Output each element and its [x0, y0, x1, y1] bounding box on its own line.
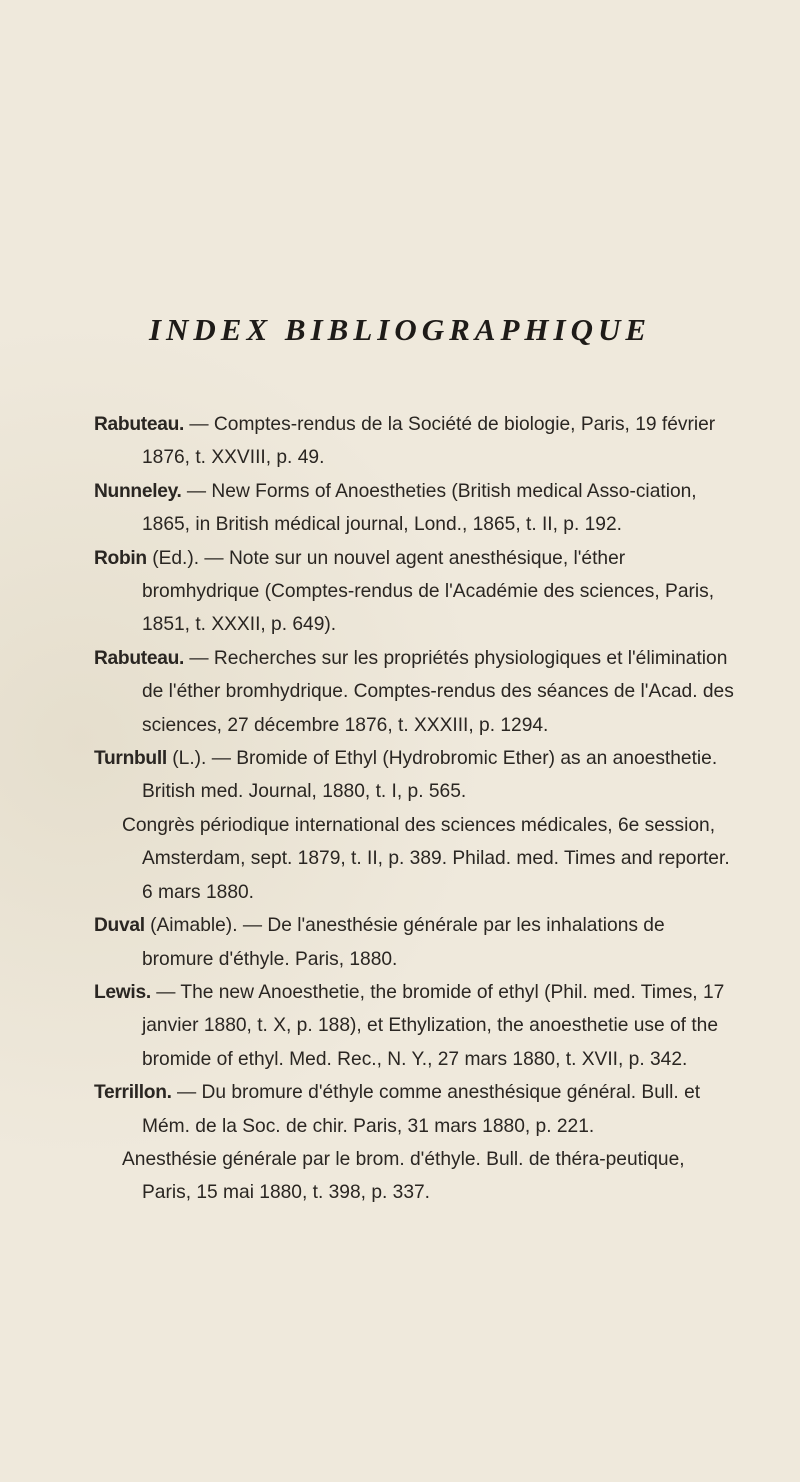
- entry-author: Robin: [94, 547, 147, 569]
- bibliography-entry: [94, 1143, 734, 1210]
- bibliography-entry: [94, 1076, 734, 1143]
- entry-text: Anesthésie générale par le brom. d'éthyle. Bull. de théra-peutique, Paris, 15 mai 1880, t. 398, p. 337.: [122, 1148, 685, 1204]
- entry-text: (L.). — Bromide of Ethyl (Hydrobromic Ether) as an anoesthetie. British med. Journal, 1880, t. I, p. 565.: [142, 748, 718, 803]
- entry-author: Duval: [94, 915, 145, 937]
- bibliography-entry: [94, 408, 734, 475]
- entry-text: — Comptes-rendus de la Société de biologie, Paris, 19 février 1876, t. XXVIII, p. 49.: [142, 414, 716, 469]
- entry-text: Congrès périodique international des sciences médicales, 6e session, Amsterdam, sept. 1879, t. II, p. 389. Philad. med. Times and reporter. 6 mars 1880.: [122, 814, 730, 903]
- bibliography-entry: [94, 809, 734, 909]
- entry-text: (Aimable). — De l'anesthésie générale par les inhalations de bromure d'éthyle. Paris, 1880.: [142, 915, 665, 970]
- entry-author: Terrillon.: [94, 1082, 172, 1104]
- bibliography-entry: [94, 542, 734, 642]
- page-title: INDEX BIBLIOGRAPHIQUE: [148, 312, 652, 347]
- entry-text: — Recherches sur les propriétés physiologiques et l'élimination de l'éther bromhydrique. Comptes-rendus des séances de l'Acad. des sciences, 27 décembre 1876, t. XXXIII, p. 1294.: [142, 647, 734, 736]
- bibliography-entry: [94, 742, 734, 809]
- entry-author: Turnbull: [94, 748, 167, 770]
- entry-text: — New Forms of Anoestheties (British medical Asso-ciation, 1865, in British médical journal, Lond., 1865, t. II, p. 192.: [142, 480, 697, 536]
- entry-text: — The new Anoesthetie, the bromide of ethyl (Phil. med. Times, 17 janvier 1880, t. X, p. 188), et Ethylization, the anoesthetie use of the bromide of ethyl. Med. Rec., N. Y., 27 mars 1880, t. XVII, p. 342.: [142, 981, 725, 1070]
- entry-author: Lewis.: [94, 981, 151, 1003]
- entry-author: Rabuteau.: [94, 647, 185, 669]
- bibliography-entry: [94, 909, 734, 976]
- entry-text: (Ed.). — Note sur un nouvel agent anesthésique, l'éther bromhydrique (Comptes-rendus de l'Académie des sciences, Paris, 1851, t. XXXII, p. 649).: [142, 547, 715, 636]
- entry-author: Rabuteau.: [94, 414, 185, 435]
- bibliography-entry: [94, 475, 734, 542]
- bibliography-list: [94, 408, 734, 1210]
- bibliography-entry: [94, 642, 734, 742]
- entry-text: — Du bromure d'éthyle comme anesthésique général. Bull. et Mém. de la Soc. de chir. Paris, 31 mars 1880, p. 221.: [142, 1082, 701, 1137]
- entry-author: Nunneley.: [94, 480, 182, 502]
- bibliography-entry: [94, 976, 734, 1076]
